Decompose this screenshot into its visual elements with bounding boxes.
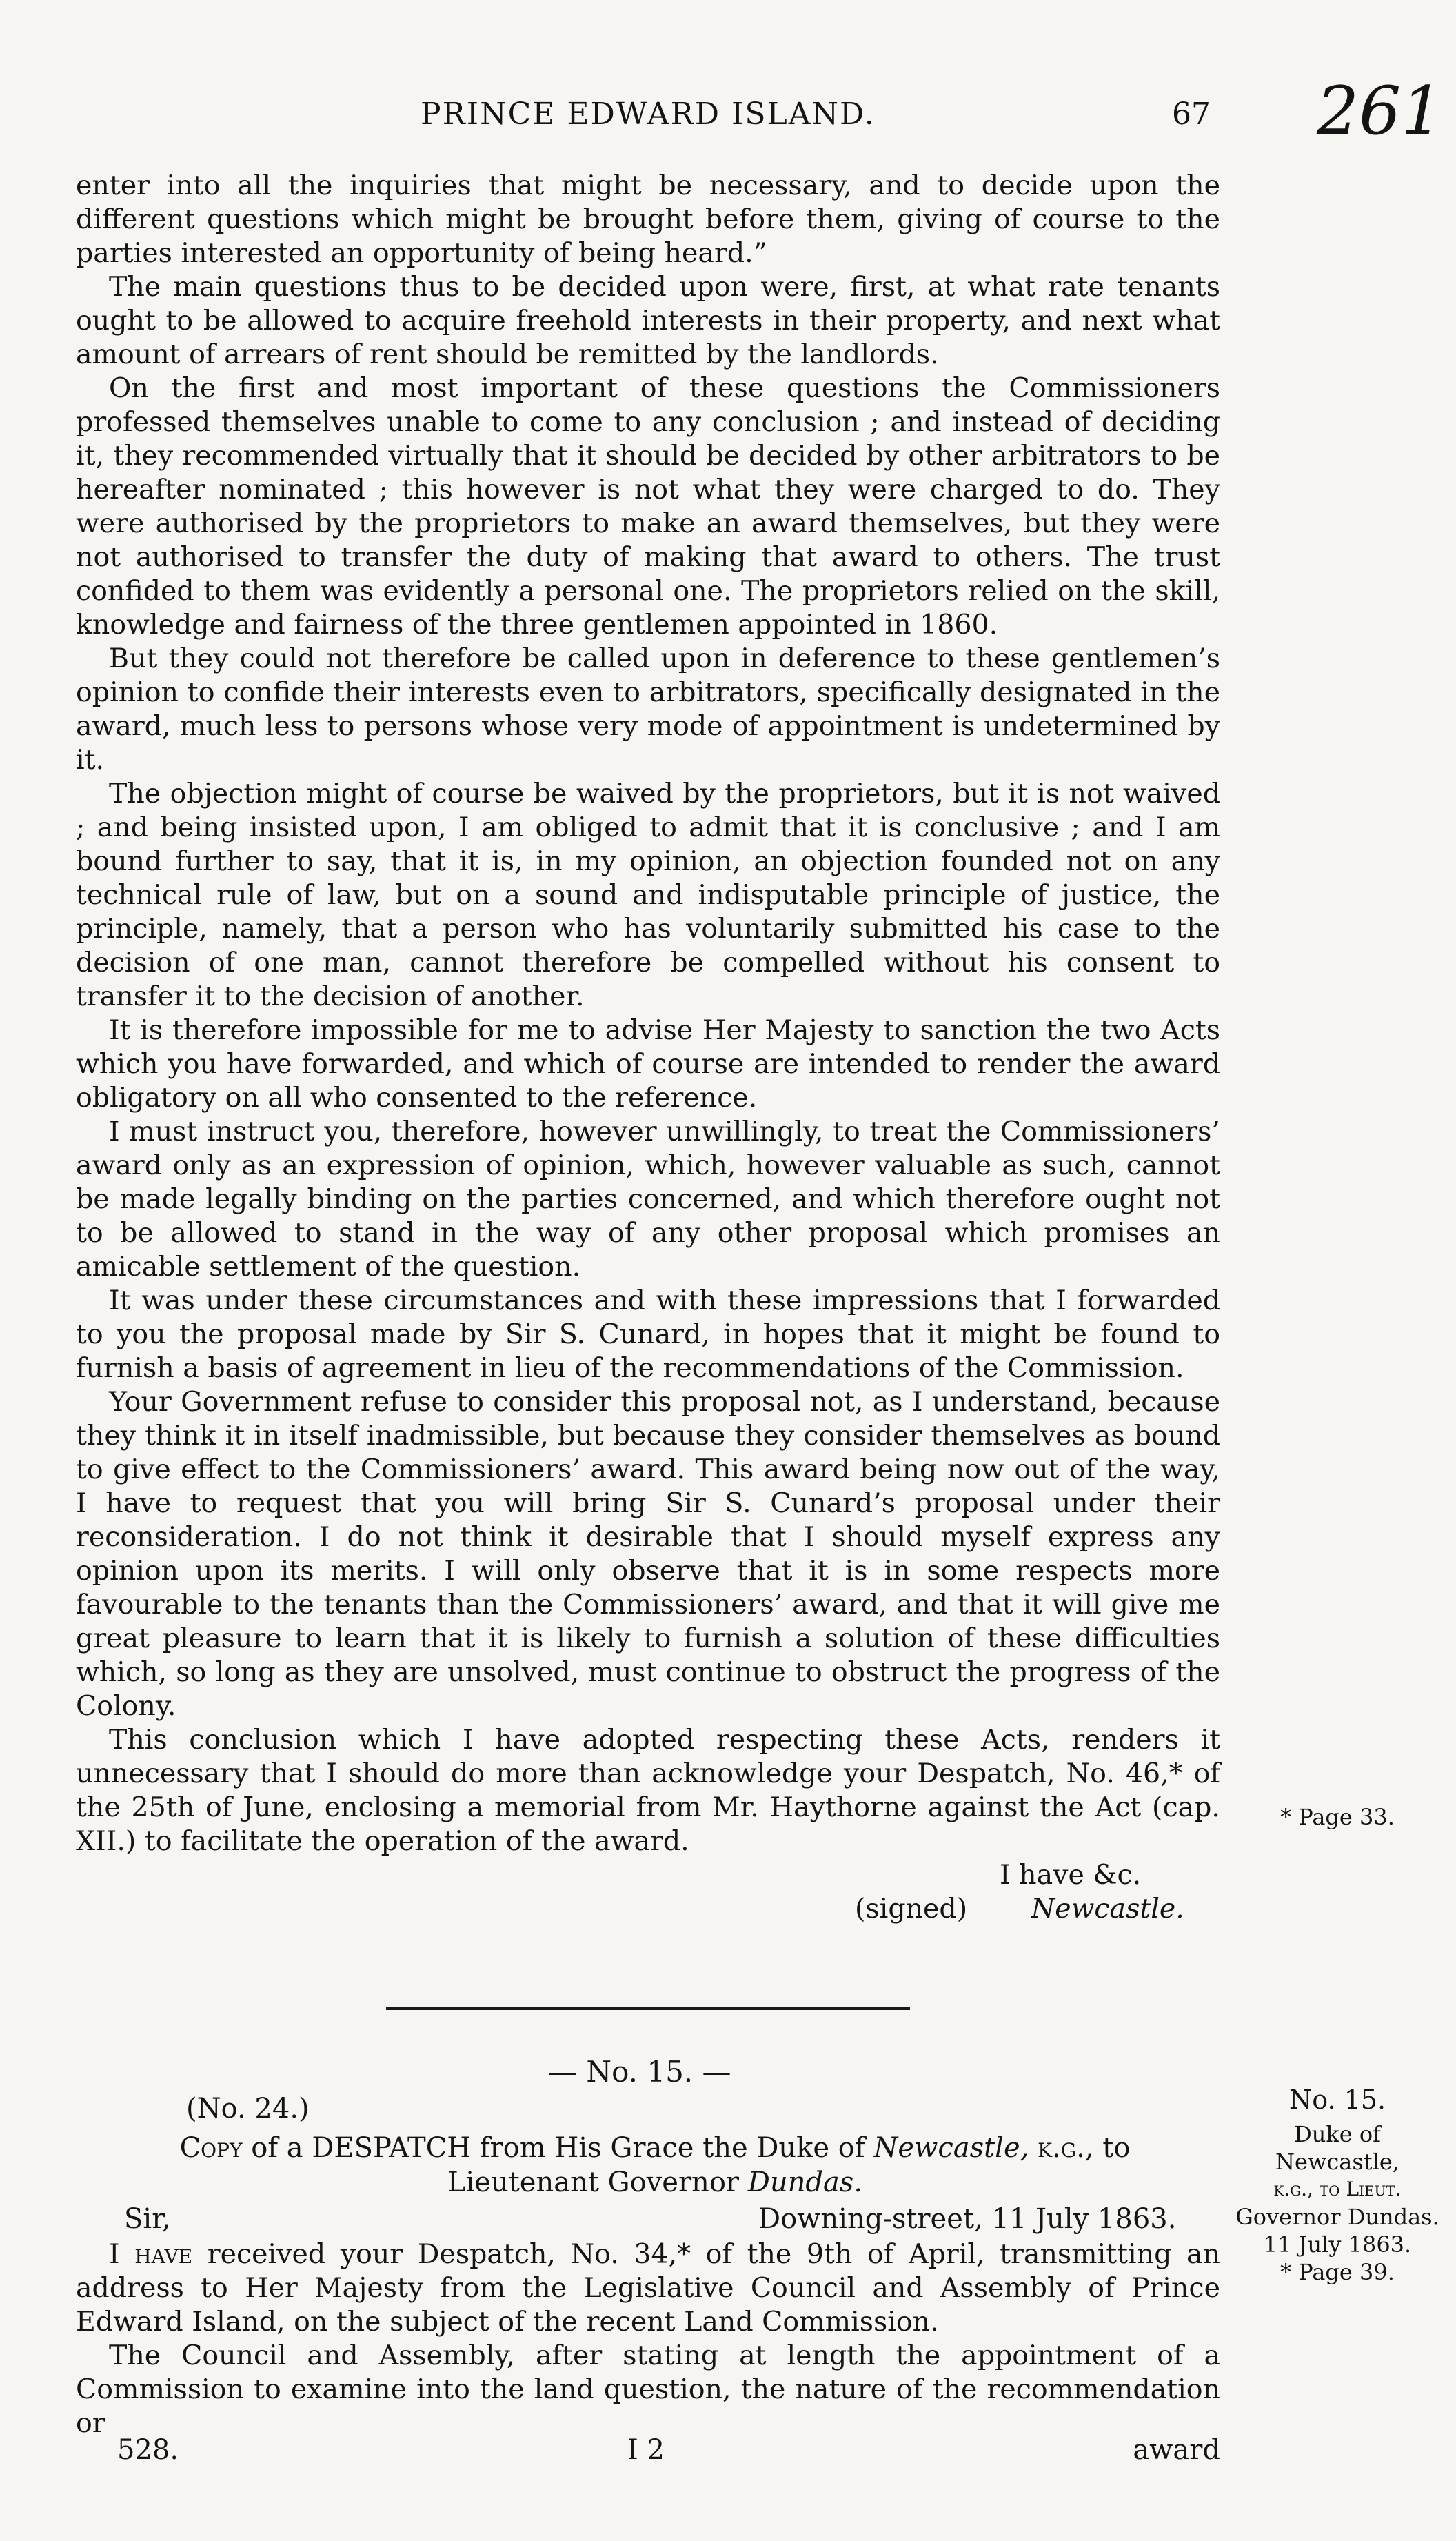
heading-dundas: Dundas. xyxy=(747,2167,863,2198)
paragraph: It was under these circumstances and with these impressions that I forwarded to you the proposal made by Sir S. Cunard, in hopes that it might be found to furnish a basis of agreement in lieu of the recommendations of the Commission. xyxy=(76,1285,1220,1384)
margin-duke: Duke of Newcastle, xyxy=(1275,2121,1399,2175)
heading-duke: Newcastle, xyxy=(873,2132,1029,2164)
despatch-heading xyxy=(124,2131,1186,2200)
footer-signature-mark: I 2 xyxy=(627,2434,665,2466)
paragraph: enter into all the inquiries that might be necessary, and to decide upon the different questions which might be brought before them, giving of course to the parties interested an opportunity of being heard.” xyxy=(76,170,1220,269)
despatch-reference: (No. 24.) xyxy=(186,2093,310,2125)
paragraph: This conclusion which I have adopted respecting these Acts, renders it unnecessary that I should do more than acknowledge your Despatch, No. 46,* of the 25th of June, enclosing a memorial from Mr. Haythorne against the Act (cap. XII.) to facilitate the operation of the award. xyxy=(76,1724,1220,1857)
heading-line2: Lieutenant Governor xyxy=(447,2167,740,2198)
signoff xyxy=(855,1858,1184,1926)
margin-kg-to: k.g., to Lieut. xyxy=(1273,2178,1402,2200)
margin-note-page33: * Page 33. xyxy=(1280,1804,1395,1830)
place-date: Downing-street, 11 July 1863. xyxy=(758,2203,1177,2235)
paragraph: The Council and Assembly, after stating at length the appointment of a Commission to examine into the land question, the nature of the recommendation or xyxy=(76,2340,1220,2439)
heading-to: to xyxy=(1102,2132,1131,2164)
margin-gov: Governor Dundas. xyxy=(1235,2204,1439,2230)
page-number: 67 xyxy=(1172,97,1211,132)
handwritten-folio-number: 261 xyxy=(1317,72,1444,150)
paragraph: On the first and most important of these questions the Commissioners professed themselves unable to come to any conclusion ; and instead of deciding it, they recommended virtually that it should be decided by other arbitrators to be hereafter nominated ; this however is not what they were charged to do. They were authorised by the proprietors to make an award themselves, but they were not authorised to transfer the duty of making that award to others. The trust confided to them was evidently a personal one. The proprietors relied on the skill, knowledge and fairness of the three gentlemen appointed in 1860. xyxy=(76,372,1220,641)
paragraph-text: received your Despatch, No. 34,* of the 9th of April, transmitting an address to Her Majesty from the Legislative Council and Assembly of Prince Edward Island, on the subject of the recent Land Commission. xyxy=(76,2238,1220,2338)
signed-label: (signed) xyxy=(855,1893,968,1925)
paragraph: But they could not therefore be called upon in deference to these gentlemen’s opinion to confide their interests even to arbitrators, specifically designated in the award, much less to persons whose very mode of appointment is undetermined by it. xyxy=(76,643,1220,776)
paragraph-lead: I have xyxy=(109,2238,193,2270)
despatch-body xyxy=(76,169,1220,1858)
heading-copy: Copy xyxy=(179,2132,243,2164)
paragraph: I must instruct you, therefore, however unwillingly, to treat the Commissioners’ award only as an expression of opinion, which, however valuable as such, cannot be made legally binding on the parties concerned, and which therefore ought not to be allowed to stand in the way of any other proposal which promises an amicable settlement of the question. xyxy=(76,1116,1220,1283)
paragraph: The main questions thus to be decided upon were, first, at what rate tenants ought to be allowed to acquire freehold interests in their property, and next what amount of arrears of rent should be remitted by the landlords. xyxy=(76,271,1220,370)
paragraph xyxy=(76,2238,1220,2339)
heading-kg: k.g., xyxy=(1038,2132,1094,2164)
footer-catchword: award xyxy=(1133,2434,1220,2466)
document-number: — No. 15. — xyxy=(548,2055,731,2089)
salutation: Sir, xyxy=(124,2203,171,2235)
margin-no15: No. 15. xyxy=(1288,2085,1386,2115)
second-despatch-body xyxy=(76,2238,1220,2440)
paragraph: Your Government refuse to consider this proposal not, as I understand, because they think it in itself inadmissible, but because they consider themselves as bound to give effect to the Commissioners’ award. This award being now out of the way, I have to request that you will bring Sir S. Cunard’s proposal under their reconsideration. I do not think it desirable that I should myself express any opinion upon its merits. I will only observe that it is in some respects more favourable to the tenants than the Commissioners’ award, and that it will give me great pleasure to learn that it is likely to furnish a solution of these difficulties which, so long as they are unsolved, must continue to obstruct the progress of the Colony. xyxy=(76,1386,1220,1722)
paragraph: It is therefore impossible for me to advise Her Majesty to sanction the two Acts which you have forwarded, and which of course are intended to render the award obligatory on all who consented to the reference. xyxy=(76,1014,1220,1114)
margin-date: 11 July 1863. xyxy=(1263,2231,1412,2258)
margin-page39: * Page 39. xyxy=(1280,2259,1395,2285)
footer-sheet-number: 528. xyxy=(117,2434,179,2466)
heading-text: of a DESPATCH from His Grace the Duke of xyxy=(251,2132,865,2164)
signatory-name: Newcastle. xyxy=(1031,1893,1184,1925)
running-title: PRINCE EDWARD ISLAND. xyxy=(421,97,876,132)
closing-line: I have &c. xyxy=(1000,1859,1142,1891)
margin-note-no15 xyxy=(1234,2086,1441,2286)
section-divider xyxy=(386,2007,910,2010)
paragraph: The objection might of course be waived by the proprietors, but it is not waived ; and being insisted upon, I am obliged to admit that it is conclusive ; and I am bound further to say, that it is, in my opinion, an objection founded not on any technical rule of law, but on a sound and indisputable principle of justice, the principle, namely, that a person who has voluntarily submitted his case to the decision of one man, cannot therefore be compelled without his consent to transfer it to the decision of another. xyxy=(76,778,1220,1012)
